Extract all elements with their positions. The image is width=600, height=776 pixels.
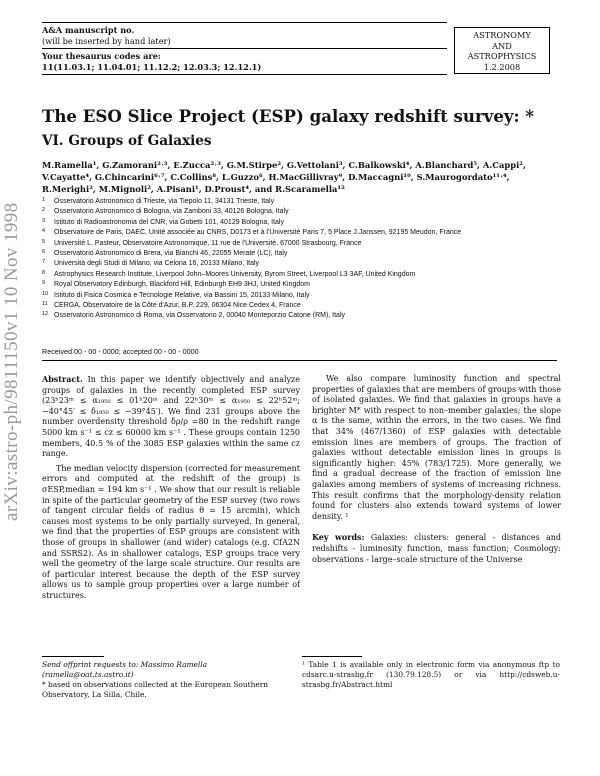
table-footnote: ¹ Table 1 is available only in electronic form via anonymous ftp to cdsarc.u-strasbg.fr (130.79.128.5) or via http://cdsweb.u-strasbg.fr/Abstract.html [302,660,560,689]
affiliation-item [42,207,570,217]
received-dates: Received 00 - 00 - 0000; accepted 00 - 00 - 0000 [42,347,199,356]
abstract-paragraph-2: The median velocity dispersion (corrected for measurement errors and computed at the redshift of the group) is σESP,median = 194 km s⁻¹ . We show that our result is reliable in spite of the particular geometry of the ESP survey (two rows of tangent circular fields of radius θ = 15 arcmin), which causes most systems to be only partially surveyed. In general, we find that the properties of ESP groups are consistent with those of groups in shallower (and wider) catalogs (e.g. CfA2N and SSRS2). As in shallower catalogs, ESP groups trace very well the geometry of the large scale structure. Our results are of particular interest because the depth of the ESP survey allows us to sample group properties over a large number of structures. [42,463,300,600]
affiliation-item [42,249,570,259]
abstract-paragraph-1 [42,374,300,460]
journal-box [454,27,550,74]
affiliation-item [42,270,570,280]
affiliation-item [42,301,570,311]
observation-footnote: * based on observations collected at the European Southern Observatory, La Silla, Chile. [42,680,268,699]
affiliation-number: 9 [42,280,46,287]
thesaurus-codes: 11(11.03.1; 11.04.01; 11.12.2; 12.03.3; 12.12.1) [42,61,262,72]
affiliation-item [42,291,570,301]
footnote-rule-left [42,656,104,657]
affiliation-text: Università degli Studi di Milano, via Celoria 16, 20133 Milano, Italy [54,260,260,268]
affiliation-number: 10 [42,290,49,297]
affiliation-text: Observatoire de Paris, DAEC, Unité associée au CNRS, D0173 et à l'Université Paris 7, 5 Place J.Janssen, 92195 Meudon, France [54,229,462,237]
footnotes-left [42,660,300,700]
journal-line-1: ASTRONOMY [473,30,531,40]
affiliation-number: 2 [42,207,46,214]
affiliation-text: Osservatorio Astronomico di Roma, via Osservatorio 2, 00040 Monteporzio Catone (RM), Italy [54,312,346,320]
keywords-text: Galaxies: clusters: general - distances and redshifts - luminosity function, mass function; Cosmology: observations - large–scale structure of the Universe [312,533,562,564]
paper-title: The ESO Slice Project (ESP) galaxy redshift survey: * [42,106,535,126]
affiliation-number: 11 [42,301,48,308]
header-rule-mid [42,48,447,49]
affiliation-item [42,311,570,321]
affiliation-item [42,280,570,290]
manuscript-number: A&A manuscript no. [42,25,135,35]
offprint-footnote: Send offprint requests to: Massimo Ramella (ramella@oat.ts.astro.it) [42,660,207,679]
abstract-paragraph-3: We also compare luminosity function and spectral properties of galaxies that are members of groups with those of isolated galaxies. We find that galaxies in groups have a brighter M* with respect to non–member galaxies; the slope α is the same, within the errors, in the two cases. We find that 34% (467/1360) of ESP galaxies with detectable emission lines are members of groups. The fraction of galaxies without detectable emission lines in groups is significantly higher: 45% (783/1725). More generally, we find a gradual decrease of the fraction of emission line galaxies among members of systems of increasing richness. This result confirms that the morphology-density relation found for clusters also extends toward systems of lower density. ¹ [312,374,561,521]
affiliation-text: Université L. Pasteur, Observatoire Astronomique, 11 rue de l'Université, 67000 Strasbourg, France [54,239,362,247]
header-rule-top [42,22,447,23]
affiliation-number: 8 [42,269,46,276]
affiliation-number: 4 [42,228,46,235]
affiliation-item [42,197,570,207]
affiliation-number: 12 [42,311,49,318]
manuscript-header [42,20,447,72]
affiliation-text: Istituto di Fisica Cosmica e Tecnologie Relative, via Bassini 15, 20133 Milano, Italy [54,291,310,299]
journal-line-3: ASTROPHYSICS [467,51,537,61]
abstract-label: Abstract. [42,374,83,384]
journal-date: 1.2.2008 [483,61,521,72]
affiliation-text: Osservatorio Astronomico di Trieste, via Tiepolo 11, 34131 Trieste, Italy [54,198,275,205]
affiliation-text: CERGA, Observatoire de la Côte d'Azur, B.P. 229, 06304 Nice Cedex 4, France [54,302,301,310]
paper-subtitle: VI. Groups of Galaxies [42,133,212,149]
affiliation-text: Osservatorio Astronomico di Bologna, via Zamboni 33, 40126 Bologna, Italy [54,208,289,216]
affiliation-item [42,239,570,249]
affiliation-number: 3 [42,217,46,224]
keywords-label: Key words: [312,532,365,543]
affiliation-number: 1 [42,197,46,203]
thesaurus-label: Your thesaurus codes are: [42,51,161,61]
affiliation-number: 7 [42,259,46,266]
affiliation-text: Istituto di Radioastronomia del CNR, via Gobetti 101, 40129 Bologna, Italy [54,218,284,226]
manuscript-note: (will be inserted by hand later) [42,35,171,46]
affiliation-item [42,259,570,269]
affiliation-item [42,218,570,228]
affiliation-number: 6 [42,249,46,256]
affiliation-text: Royal Observatory Edinburgh, Blackford Hill, Edinburgh EH9 3HJ, United Kingdom [54,281,311,289]
header-rule-bottom [42,74,447,75]
right-column [312,374,561,569]
abstract-text-1: In this paper we identify objectively and analyze groups of galaxies in the recently completed ESP survey (23ʰ23ᵐ ≤ α₁₉₅₀ ≤ 01ʰ20ᵐ and 22ʰ30ᵐ ≤ α₁₉₅₀ ≤ 22ʰ52ᵐ; −40°45′ ≤ δ₁₉₅₀ ≤ −39°45′). We find 231 groups above the number overdensity threshold δρ/ρ =80 in the redshift range 5000 km s⁻¹ ≤ cz ≤ 60000 km s⁻¹ . These groups contain 1250 members, 40.5 % of the 3085 ESP galaxies within the same cz range. [42,375,300,459]
keywords-block [312,532,561,565]
affiliation-text: Astrophysics Research Institute, Liverpool John–Moores University, Byrom Street, Liverpool L3 3AF, United Kingdom [54,270,416,278]
separator-rule [42,360,557,361]
footnote-rule-right [302,656,362,657]
affiliation-item [42,228,570,238]
journal-line-2: AND [492,40,512,51]
affiliation-list [42,197,570,322]
arxiv-stamp: arXiv:astro-ph/9811150v1 10 Nov 1998 [1,202,22,521]
author-list: M.Ramella¹, G.Zamorani²˒³, E.Zucca²˒³, G.M.Stirpe², G.Vettolani³, C.Balkowski⁴, A.Blanchard⁵, A.Cappi², V.Cayatte⁴, G.Chincarini⁶˒⁷, C.Collins⁸, L.Guzzo⁶, H.MacGillivray⁹, D.Maccagni¹⁰, S.Maurogordato¹¹˒⁴, R.Merighi², M.Mignoli², A.Pisani¹, D.Proust⁴, and R.Scaramella¹² [42,160,526,194]
left-column [42,374,300,605]
affiliation-number: 5 [42,238,46,245]
affiliation-text: Osservatorio Astronomico di Brera, via Bianchi 46, 22055 Merate (LC), Italy [54,250,288,258]
